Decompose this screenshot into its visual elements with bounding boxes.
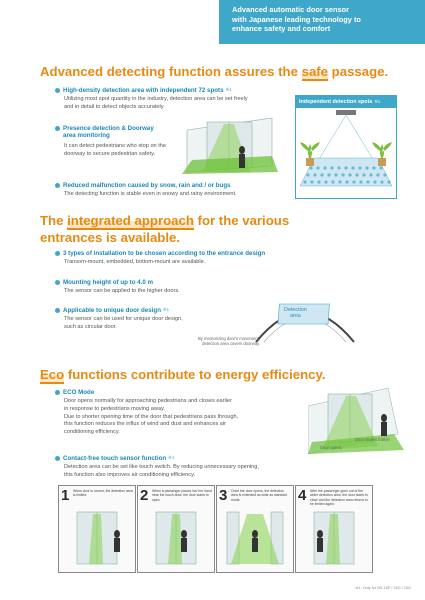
step-text: When a passenger places his/ her hand near the touch area, the door starts to open. bbox=[152, 489, 212, 502]
item-title: Reduced malfunction caused by snow, rain and / or bugs bbox=[63, 182, 231, 189]
desc-line: Due to shorter opening time of the door that pedestrians pass through, bbox=[64, 413, 239, 420]
step-4-illustration bbox=[300, 508, 368, 568]
desc-line: Door opens normally for approaching pedestrians and closes earlier bbox=[64, 398, 232, 404]
section2-item-3-desc bbox=[64, 316, 183, 332]
step-number: 3 bbox=[219, 487, 228, 504]
caption-line1: By memorizing door's movement, bbox=[198, 336, 261, 341]
bullet-dot-icon bbox=[55, 280, 60, 285]
section1-item-1-desc bbox=[64, 96, 248, 112]
desc-line: Utilizing most spot quantity in the industry, detection area can be set freely bbox=[64, 96, 248, 102]
step-4 bbox=[295, 485, 373, 573]
banner-line-3: enhance safety and comfort bbox=[232, 24, 331, 34]
step-2-illustration bbox=[142, 508, 210, 568]
section3-heading bbox=[40, 367, 326, 382]
desc-line: this function also improves air conditioning efficiency. bbox=[64, 471, 196, 478]
detection-spots-illustration bbox=[296, 108, 396, 198]
section3-heading-highlight: Eco bbox=[40, 367, 65, 382]
section1-heading bbox=[40, 64, 388, 79]
step-number: 1 bbox=[61, 487, 70, 504]
footnote-mark: ※1 bbox=[374, 99, 381, 104]
header-banner bbox=[219, 0, 425, 44]
section2-heading-highlight: integrated approach bbox=[67, 213, 194, 228]
section1-item-1-title bbox=[55, 87, 232, 94]
circular-door-illustration bbox=[250, 296, 360, 344]
footnote-mark: ※1 bbox=[162, 307, 170, 312]
banner-line-1: Advanced automatic door sensor bbox=[232, 5, 350, 14]
section3-item-2-title bbox=[55, 455, 174, 462]
section1-item-2-title bbox=[55, 125, 154, 139]
item-title: ECO Mode bbox=[63, 389, 95, 396]
step-number: 2 bbox=[140, 487, 149, 504]
section1-heading-pre: Advanced detecting function assures the bbox=[40, 64, 302, 79]
desc-line: The sensor can be applied to the higher doors. bbox=[64, 288, 180, 294]
section2-item-3-title bbox=[55, 307, 169, 314]
banner-line-2: with Japanese leading technology to bbox=[232, 14, 361, 24]
section2-item-2-desc bbox=[64, 288, 180, 296]
section2-heading-pre: The bbox=[40, 213, 68, 228]
caption-line2: detection area covers doorway. bbox=[202, 341, 261, 346]
bullet-dot-icon bbox=[55, 456, 60, 461]
step-text: Once the door opens, the detection area is extended as wide as standard mode. bbox=[231, 489, 288, 502]
desc-line: this function reduces the influx of wind and dust and enhances air bbox=[64, 421, 227, 428]
section2-heading-post: for the various bbox=[193, 213, 290, 228]
section3-item-1-title bbox=[55, 389, 94, 396]
desc-line: in response to pedestrians moving away. bbox=[64, 405, 165, 412]
desc-line: The detecting function is stable even in snowy and rainy environment. bbox=[64, 191, 237, 197]
desc-line: doorway to secure pedestrian safety. bbox=[64, 150, 155, 157]
door-opens-label: Door opens bbox=[320, 445, 342, 450]
desc-line: The sensor can be used for unique door design, bbox=[64, 316, 183, 322]
section1-heading-post: passage. bbox=[328, 64, 389, 79]
step-number: 4 bbox=[298, 487, 307, 504]
step-2 bbox=[137, 485, 215, 573]
section3-item-2-desc bbox=[64, 464, 259, 480]
desc-line: conditioning efficiency. bbox=[64, 429, 120, 436]
item-title: Mounting height of up to 4.0 m bbox=[63, 279, 154, 286]
footnote-mark: ※1 bbox=[225, 87, 232, 92]
bullet-dot-icon bbox=[55, 251, 60, 256]
circular-door-caption bbox=[198, 336, 260, 346]
section2-item-2-title bbox=[55, 279, 153, 286]
desc-line: It can detect pedestrians who stop on the bbox=[64, 143, 166, 149]
door-closes-label: Door closes earlier bbox=[355, 437, 390, 442]
footnote: ※1: Only for NS-16P / 16G / 16G bbox=[355, 586, 411, 590]
step-text: When door is closed, the detection area is limited. bbox=[73, 489, 133, 498]
desc-line: and in detail to detect objects accurately. bbox=[64, 103, 165, 110]
desc-line: Transom-mount, embedded, bottom-mount are available. bbox=[64, 259, 206, 265]
section1-item-3-desc bbox=[64, 191, 237, 199]
section2-item-1-title bbox=[55, 250, 265, 257]
door-detection-illustration bbox=[182, 112, 282, 176]
item-title-line2: area monitoring bbox=[63, 132, 110, 139]
area-label-line1: Detection bbox=[284, 307, 307, 313]
bullet-dot-icon bbox=[55, 308, 60, 313]
banner-text bbox=[232, 5, 420, 34]
section2-heading-line2: entrances is available. bbox=[40, 230, 181, 245]
desc-line: Detection area can be set like touch switch. By reducing unnecessary opening, bbox=[64, 464, 259, 470]
bullet-dot-icon bbox=[55, 126, 60, 131]
bullet-dot-icon bbox=[55, 390, 60, 395]
step-3 bbox=[216, 485, 294, 573]
section3-item-1-desc bbox=[64, 398, 238, 437]
spots-label: Independent detection spots bbox=[299, 99, 373, 105]
detection-spots-title bbox=[296, 96, 396, 108]
section3-heading-post: functions contribute to energy efficiency. bbox=[64, 367, 326, 382]
step-text: After the passenger goes out of the wider detection area, the door starts to close and the detection area returns to be limited again. bbox=[310, 489, 368, 507]
section2-item-1-desc bbox=[64, 259, 205, 267]
step-1 bbox=[58, 485, 136, 573]
area-label-line2: area bbox=[289, 313, 301, 319]
step-1-illustration bbox=[63, 508, 131, 568]
detection-area-label bbox=[284, 307, 307, 319]
item-title: Presence detection & Doorway bbox=[63, 125, 154, 132]
desc-line: such as circular door. bbox=[64, 323, 117, 330]
section1-item-2-desc bbox=[64, 143, 166, 159]
bullet-dot-icon bbox=[55, 183, 60, 188]
detection-spots-box bbox=[295, 95, 397, 199]
item-title: Applicable to unique door design bbox=[63, 307, 161, 314]
section2-heading bbox=[40, 212, 289, 246]
bullet-dot-icon bbox=[55, 88, 60, 93]
item-title: High-density detection area with independent 72 spots bbox=[63, 87, 224, 94]
item-title: 3 types of installation to be chosen according to the entrance design bbox=[63, 250, 266, 257]
section1-item-3-title bbox=[55, 182, 231, 189]
footnote-mark: ※1 bbox=[168, 455, 175, 460]
section1-heading-highlight: safe bbox=[301, 64, 329, 79]
step-3-illustration bbox=[221, 508, 289, 568]
item-title: Contact-free touch sensor function bbox=[63, 455, 167, 462]
